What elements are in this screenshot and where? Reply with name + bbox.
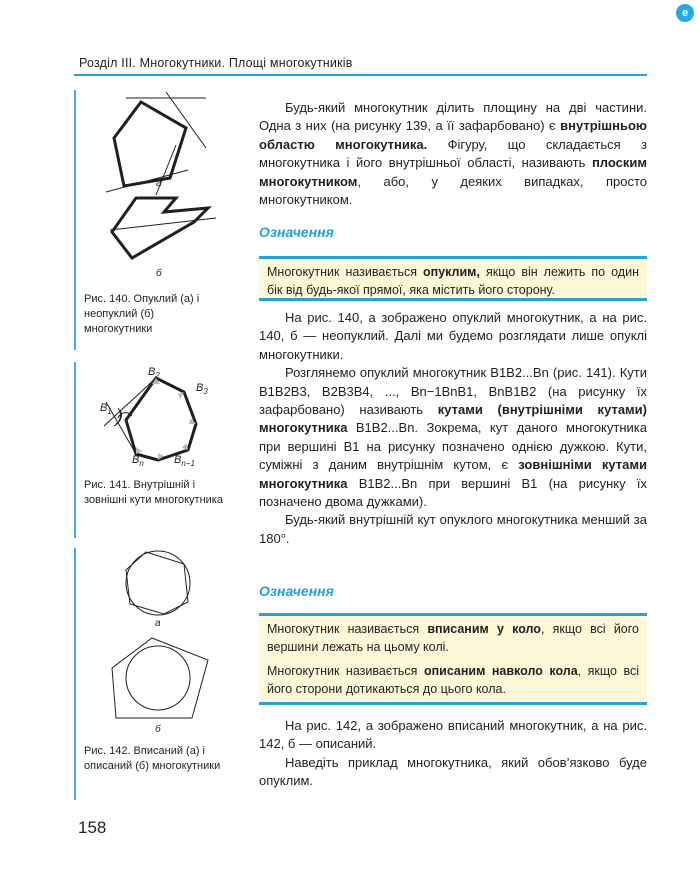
figure-142-panel	[74, 548, 226, 800]
figure-140-label-a: а	[156, 178, 162, 189]
angle-mark	[136, 447, 142, 454]
paragraph-examples: На рис. 142, а зображено вписаний многокутник, а на рис. 142, б — описаний. Наведіть приклад многокутника, який обов’язково буде опуклим.	[259, 718, 647, 789]
figure-140-panel	[74, 90, 226, 350]
inscribed-circle	[126, 646, 190, 710]
figure-141-drawing	[76, 362, 226, 472]
angle-mark	[182, 443, 188, 450]
vertex-label-b3: $B_3$	[196, 382, 208, 396]
angle-mark	[178, 392, 184, 399]
figure-142-label-a: а	[155, 618, 161, 629]
definition-heading: Означення	[259, 583, 334, 599]
vertex-label-b1: $B_1$	[100, 402, 112, 416]
vertex-label-b2: $B_2$	[148, 366, 160, 380]
header-rule	[74, 74, 647, 76]
figure-141-panel	[74, 362, 226, 538]
inscribed-polygon	[126, 552, 188, 614]
definition-heading: Означення	[259, 224, 334, 240]
page-number: 158	[78, 818, 107, 837]
pentagon-side-line	[106, 170, 188, 192]
definition-box-convex: Многокутник називається опуклим, якщо він лежить по один бік від будь-якої прямої, яка містить його сторону.	[259, 256, 647, 301]
figure-142-label-b: б	[155, 724, 161, 735]
vertex-label-bn: $B_n$	[132, 454, 144, 468]
header-title: Розділ III. Многокутники. Площі многокутників	[79, 56, 353, 70]
figure-141-caption: Рис. 141. Внутрішній і зовнішні кути многокутника	[84, 479, 223, 506]
figure-142-caption: Рис. 142. Вписаний (а) і описаний (б) многокутники	[84, 745, 221, 772]
extended-side-line	[104, 378, 156, 426]
publisher-logo: e	[676, 4, 694, 22]
figure-142-drawing	[76, 548, 226, 748]
figure-140-caption: Рис. 140. Опуклий (а) і неопуклий (б) многокутники	[84, 293, 200, 335]
paragraph-polygon-regions: Будь-який многокутник ділить площину на дві частини. Одна з них (на рисунку 139, а її зафарбовано) є внутрішньою областю многокутника. Фігуру, що складається з многокутника і його внутрішньої області, називають плоским многокутником, або, у деяких випадках, просто многокутником.	[259, 100, 647, 208]
non-convex-side-line	[110, 218, 216, 230]
vertex-label-bn-1: $B_{n-1}$	[174, 454, 195, 468]
paragraph-angles: На рис. 140, а зображено опуклий многокутник, а на рис. 140, б — неопуклий. Далі ми будемо розглядати лише опуклі многокутники. Розглянемо опуклий многокутник B1B2...Bn (рис. 141). Кути B1B2B3, B2B3B4, ..., Bn−1BnB1, BnB1B2 (на рисунку їх зафарбовано) називають кутами (внутрішніми кутами) многокутника B1B2...Bn. Зокрема, кут даного многокутника при вершині B1 на рисунку позначено однією дужкою. Кути, суміжні з даним внутрішнім кутом, є зовнішніми кутами многокутника B1B2...Bn при вершині B1 (на рисунку їх позначено двома дужками). Будь-який внутрішній кут опуклого многокутника менший за 180°.	[259, 310, 647, 546]
figure-140-drawing	[76, 90, 226, 290]
figure-140-label-b: б	[156, 268, 162, 279]
definition-box-inscribed: Многокутник називається вписаним у коло, якщо всі його вершини лежать на цьому колі. Многокутник називається описаним навколо кола, якщо всі його сторони дотикаються до цього кола.	[259, 613, 647, 705]
